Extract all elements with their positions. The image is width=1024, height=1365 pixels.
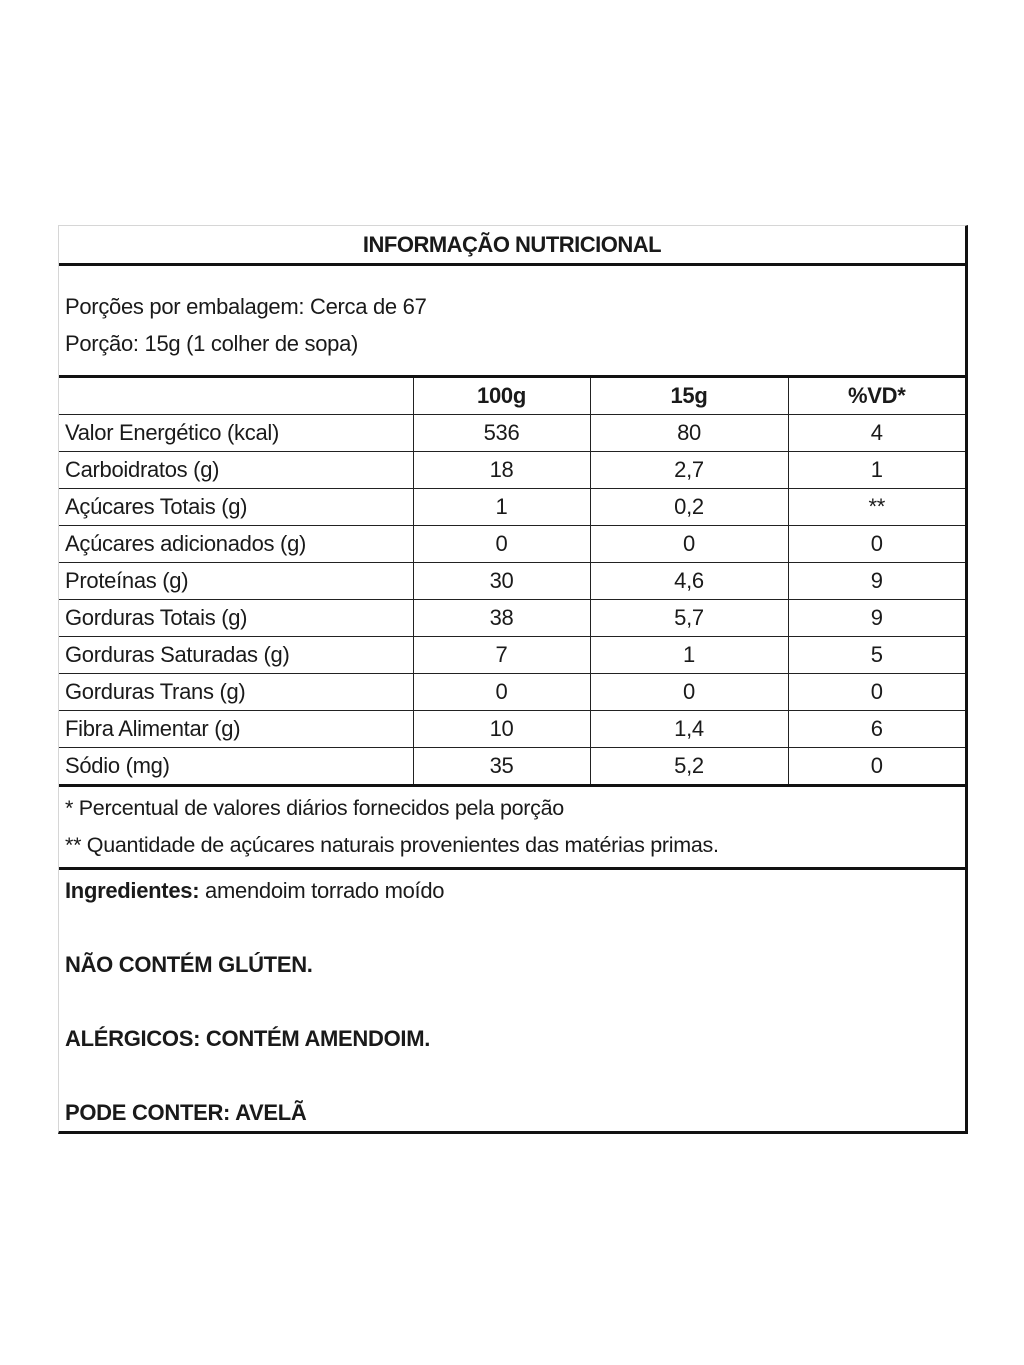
table-row (59, 637, 965, 674)
nutrient-name: Fibra Alimentar (g) (59, 711, 413, 748)
value-vd: 0 (788, 748, 965, 786)
value-15g: 2,7 (590, 452, 788, 489)
label-title: INFORMAÇÃO NUTRICIONAL (59, 226, 965, 266)
ingredients-text: amendoim torrado moído (199, 878, 445, 903)
value-15g: 0 (590, 674, 788, 711)
ingredients-label: Ingredientes: (65, 878, 200, 903)
gluten-statement: NÃO CONTÉM GLÚTEN. (65, 952, 313, 977)
header-100g: 100g (413, 378, 590, 415)
value-vd: 9 (788, 600, 965, 637)
value-100g: 10 (413, 711, 590, 748)
value-100g: 30 (413, 563, 590, 600)
additional-info (59, 870, 965, 1131)
value-vd: 0 (788, 526, 965, 563)
table-row (59, 489, 965, 526)
value-vd: 6 (788, 711, 965, 748)
table-row (59, 526, 965, 563)
value-vd: 9 (788, 563, 965, 600)
nutrient-name: Sódio (mg) (59, 748, 413, 786)
value-15g: 1,4 (590, 711, 788, 748)
table-row (59, 452, 965, 489)
serving-info (59, 266, 965, 378)
value-vd: ** (788, 489, 965, 526)
table-row (59, 600, 965, 637)
value-15g: 5,7 (590, 600, 788, 637)
footnote-vd: * Percentual de valores diários fornecidos pela porção (65, 796, 564, 820)
value-15g: 1 (590, 637, 788, 674)
may-contain-statement: PODE CONTER: AVELÃ (65, 1100, 307, 1125)
value-15g: 0,2 (590, 489, 788, 526)
table-row (59, 711, 965, 748)
value-vd: 5 (788, 637, 965, 674)
nutrient-name: Gorduras Trans (g) (59, 674, 413, 711)
header-nutrient (59, 378, 413, 415)
nutrition-label (58, 225, 968, 1134)
value-100g: 38 (413, 600, 590, 637)
value-100g: 0 (413, 526, 590, 563)
table-row (59, 748, 965, 786)
footnotes (59, 787, 965, 870)
value-100g: 35 (413, 748, 590, 786)
servings-per-package: Porções por embalagem: Cerca de 67 (65, 294, 427, 319)
header-15g: 15g (590, 378, 788, 415)
nutrient-name: Açúcares Totais (g) (59, 489, 413, 526)
nutrition-table (59, 378, 965, 787)
nutrient-name: Proteínas (g) (59, 563, 413, 600)
nutrient-name: Valor Energético (kcal) (59, 415, 413, 452)
table-row (59, 563, 965, 600)
value-15g: 0 (590, 526, 788, 563)
value-100g: 0 (413, 674, 590, 711)
ingredients (65, 872, 965, 909)
footnote-sugars: ** Quantidade de açúcares naturais provenientes das matérias primas. (65, 833, 719, 857)
value-15g: 5,2 (590, 748, 788, 786)
value-100g: 536 (413, 415, 590, 452)
table-header-row (59, 378, 965, 415)
value-vd: 4 (788, 415, 965, 452)
header-vd: %VD* (788, 378, 965, 415)
value-100g: 18 (413, 452, 590, 489)
table-row (59, 415, 965, 452)
portion-size: Porção: 15g (1 colher de sopa) (65, 331, 359, 356)
value-15g: 4,6 (590, 563, 788, 600)
table-row (59, 674, 965, 711)
value-vd: 0 (788, 674, 965, 711)
value-15g: 80 (590, 415, 788, 452)
allergen-statement: ALÉRGICOS: CONTÉM AMENDOIM. (65, 1026, 431, 1051)
nutrient-name: Açúcares adicionados (g) (59, 526, 413, 563)
value-100g: 7 (413, 637, 590, 674)
nutrient-name: Carboidratos (g) (59, 452, 413, 489)
nutrient-name: Gorduras Totais (g) (59, 600, 413, 637)
nutrient-name: Gorduras Saturadas (g) (59, 637, 413, 674)
value-vd: 1 (788, 452, 965, 489)
value-100g: 1 (413, 489, 590, 526)
